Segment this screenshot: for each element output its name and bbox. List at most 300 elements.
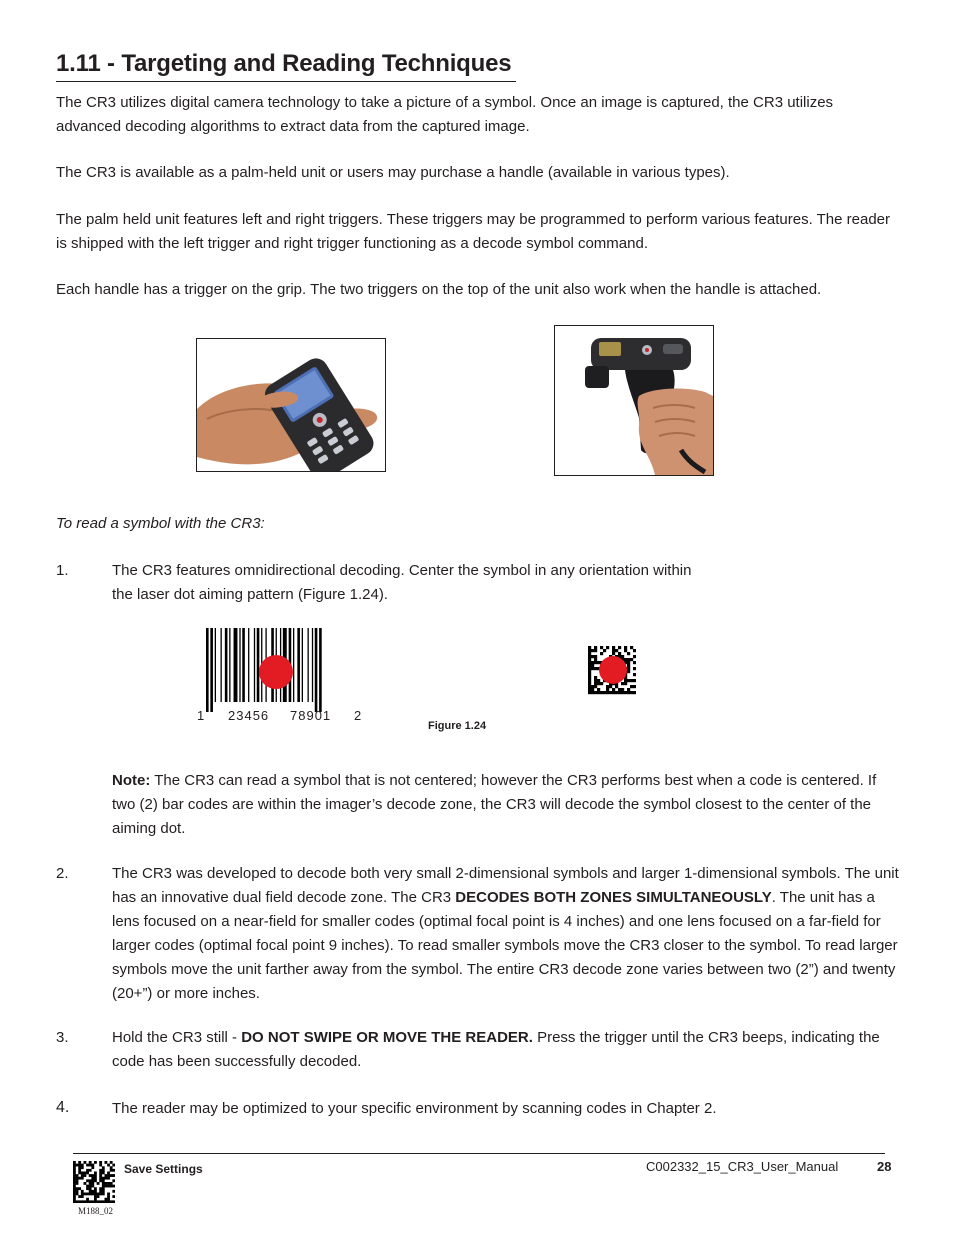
barcode-bar xyxy=(312,628,313,702)
datamatrix-cell xyxy=(94,1198,97,1201)
step-1-line-2: the laser dot aiming pattern (Figure 1.24). xyxy=(112,586,388,603)
datamatrix-cell xyxy=(591,667,594,670)
datamatrix-cell xyxy=(107,1193,110,1196)
datamatrix-cell xyxy=(609,691,612,694)
datamatrix-cell xyxy=(627,658,630,661)
datamatrix-cell xyxy=(89,1190,92,1193)
datamatrix-cell xyxy=(76,1200,79,1203)
step-3-text xyxy=(112,1026,902,1074)
datamatrix-cell xyxy=(102,1177,105,1180)
intro-paragraph-3: The palm held unit features left and right triggers. These triggers may be programmed to perform various features. The reader is shipped with the left trigger and right trigger functioning as a decode symbol command. xyxy=(56,211,891,252)
datamatrix-cell xyxy=(91,1185,94,1188)
step-2-text-end: . The unit has a lens focused on a near-field for smaller codes (optimal focal point is 4 inches) and one lens focused on a far-field for larger codes (optimal focal point 9 inches). To read smaller symbols move the CR3 closer to the symbol. To read larger symbols move the unit farther away from the symbol. The entire CR3 decode zone varies between two (2”) and twenty (20+”) or more inches. xyxy=(112,889,898,1002)
barcode-bar xyxy=(254,628,255,702)
step-1-line-1: The CR3 features omnidirectional decoding. Center the symbol in any orientation within xyxy=(112,562,692,579)
datamatrix-cell xyxy=(94,1187,97,1190)
datamatrix-cell xyxy=(84,1193,87,1196)
datamatrix-cell xyxy=(102,1166,105,1169)
datamatrix-cell xyxy=(588,676,591,679)
datamatrix-cell xyxy=(633,685,636,688)
datamatrix-cell xyxy=(91,1190,94,1193)
datamatrix-cell xyxy=(102,1179,105,1182)
datamatrix-cell xyxy=(73,1177,76,1180)
datamatrix-cell xyxy=(73,1166,76,1169)
aim-dot xyxy=(599,656,627,684)
datamatrix-cell xyxy=(73,1187,76,1190)
step-3-number: 3. xyxy=(56,1029,69,1046)
datamatrix-cell xyxy=(612,688,615,691)
datamatrix-cell xyxy=(86,1169,89,1172)
linear-barcode-figure xyxy=(190,626,368,726)
datamatrix-cell xyxy=(78,1177,81,1180)
datamatrix-cell xyxy=(73,1164,76,1167)
datamatrix-cell xyxy=(86,1200,89,1203)
datamatrix-cell xyxy=(105,1198,108,1201)
datamatrix-cell xyxy=(618,646,621,649)
datamatrix-cell xyxy=(97,1182,100,1185)
barcode-bar xyxy=(242,628,245,702)
datamatrix-cell xyxy=(588,667,591,670)
datamatrix-cell xyxy=(588,670,591,673)
aim-dot xyxy=(259,655,293,689)
figure-caption: Figure 1.24 xyxy=(428,720,487,732)
datamatrix-cell xyxy=(102,1172,105,1175)
datamatrix-cell xyxy=(81,1164,84,1167)
datamatrix-cell xyxy=(597,682,600,685)
datamatrix-cell xyxy=(633,691,636,694)
datamatrix-cell xyxy=(110,1200,113,1203)
datamatrix-cell xyxy=(84,1174,87,1177)
datamatrix-cell xyxy=(94,1179,97,1182)
barcode-bar xyxy=(206,628,209,712)
datamatrix-cell xyxy=(627,691,630,694)
datamatrix-cell xyxy=(597,691,600,694)
datamatrix-cell xyxy=(86,1198,89,1201)
step-3-emphasis: DO NOT SWIPE OR MOVE THE READER. xyxy=(241,1029,533,1046)
datamatrix-cell xyxy=(99,1190,102,1193)
datamatrix-cell xyxy=(588,649,591,652)
datamatrix-cell xyxy=(612,649,615,652)
datamatrix-cell xyxy=(105,1182,108,1185)
datamatrix-cell xyxy=(110,1166,113,1169)
datamatrix-cell xyxy=(73,1198,76,1201)
note-label: Note: xyxy=(112,772,151,789)
intro-paragraph-2: The CR3 is available as a palm-held unit or users may purchase a handle (available in various types). xyxy=(56,164,730,181)
datamatrix-cell xyxy=(588,685,591,688)
datamatrix-cell xyxy=(627,670,630,673)
datamatrix-cell xyxy=(627,652,630,655)
datamatrix-cell xyxy=(600,682,603,685)
datamatrix-cell xyxy=(76,1193,79,1196)
datamatrix-cell xyxy=(107,1164,110,1167)
datamatrix-cell xyxy=(105,1200,108,1203)
datamatrix-cell xyxy=(600,691,603,694)
datamatrix-cell xyxy=(102,1187,105,1190)
handle-reader-photo xyxy=(554,325,714,476)
datamatrix-cell xyxy=(81,1190,84,1193)
datamatrix-cell xyxy=(107,1185,110,1188)
datamatrix-cell xyxy=(97,1200,100,1203)
instructions-heading: To read a symbol with the CR3: xyxy=(56,515,265,532)
datamatrix-cell xyxy=(588,646,591,649)
datamatrix-cell xyxy=(89,1169,92,1172)
datamatrix-cell xyxy=(112,1164,115,1167)
datamatrix-cell xyxy=(99,1187,102,1190)
datamatrix-cell xyxy=(99,1161,102,1164)
datamatrix-cell xyxy=(76,1177,79,1180)
datamatrix-cell xyxy=(73,1190,76,1193)
datamatrix-cell xyxy=(73,1182,76,1185)
datamatrix-cell xyxy=(99,1169,102,1172)
datamatrix-cell xyxy=(76,1187,79,1190)
datamatrix-cell xyxy=(81,1195,84,1198)
datamatrix-cell xyxy=(594,691,597,694)
datamatrix-cell xyxy=(633,655,636,658)
datamatrix-cell xyxy=(112,1185,115,1188)
datamatrix-cell xyxy=(603,649,606,652)
datamatrix-cell xyxy=(594,646,597,649)
datamatrix-symbol xyxy=(588,646,636,696)
datamatrix-cell xyxy=(107,1172,110,1175)
datamatrix-cell xyxy=(81,1172,84,1175)
datamatrix-cell xyxy=(110,1185,113,1188)
datamatrix-cell xyxy=(594,682,597,685)
step-4-number: 4. xyxy=(56,1099,70,1116)
datamatrix-cell xyxy=(112,1174,115,1177)
step-4-text: The reader may be optimized to your specific environment by scanning codes in Chapter 2. xyxy=(112,1100,717,1117)
datamatrix-cell xyxy=(107,1195,110,1198)
datamatrix-cell xyxy=(105,1185,108,1188)
barcode-digits-group-1: 23456 xyxy=(228,708,270,723)
datamatrix-cell xyxy=(588,679,591,682)
datamatrix-cell xyxy=(627,679,630,682)
datamatrix-cell xyxy=(609,685,612,688)
datamatrix-cell xyxy=(594,655,597,658)
datamatrix-cell xyxy=(624,658,627,661)
datamatrix-cell xyxy=(621,655,624,658)
barcode-bar xyxy=(315,628,318,712)
step-2-text xyxy=(112,862,902,1006)
datamatrix-cell xyxy=(73,1195,76,1198)
datamatrix-cell xyxy=(588,682,591,685)
datamatrix-cell xyxy=(112,1169,115,1172)
datamatrix-cell xyxy=(600,652,603,655)
note-paragraph xyxy=(112,769,902,841)
datamatrix-cell xyxy=(606,685,609,688)
step-1-text xyxy=(112,559,902,607)
datamatrix-cell xyxy=(630,691,633,694)
datamatrix-cell xyxy=(89,1174,92,1177)
barcode-bar xyxy=(308,628,309,702)
datamatrix-cell xyxy=(630,658,633,661)
datamatrix-cell xyxy=(94,1174,97,1177)
datamatrix-cell xyxy=(594,685,597,688)
datamatrix-cell xyxy=(99,1177,102,1180)
step-1-number: 1. xyxy=(56,562,69,579)
intro-paragraph-4: Each handle has a trigger on the grip. The two triggers on the top of the unit also work when the handle is attached. xyxy=(56,281,822,298)
datamatrix-cell xyxy=(633,667,636,670)
datamatrix-cell xyxy=(78,1169,81,1172)
document-name: C002332_15_CR3_User_Manual xyxy=(646,1159,839,1174)
datamatrix-cell xyxy=(78,1172,81,1175)
datamatrix-cell xyxy=(588,673,591,676)
barcode-bar xyxy=(297,628,300,702)
datamatrix-cell xyxy=(606,688,609,691)
datamatrix-cell xyxy=(615,685,618,688)
barcode-bar xyxy=(225,628,228,702)
linear-barcode xyxy=(190,626,368,726)
datamatrix-cell xyxy=(606,646,609,649)
datamatrix-cell xyxy=(112,1179,115,1182)
barcode-bar xyxy=(210,628,213,712)
datamatrix-cell xyxy=(591,649,594,652)
datamatrix-cell xyxy=(78,1166,81,1169)
datamatrix-cell xyxy=(76,1164,79,1167)
datamatrix-cell xyxy=(89,1187,92,1190)
barcode-bar xyxy=(248,628,249,702)
barcode-bar xyxy=(229,628,230,702)
datamatrix-cell xyxy=(99,1193,102,1196)
save-settings-datamatrix xyxy=(73,1161,115,1203)
datamatrix-cell xyxy=(89,1185,92,1188)
datamatrix-cell xyxy=(78,1161,81,1164)
datamatrix-cell xyxy=(618,691,621,694)
datamatrix-cell xyxy=(588,658,591,661)
datamatrix-cell xyxy=(81,1174,84,1177)
datamatrix-cell xyxy=(603,691,606,694)
datamatrix-cell xyxy=(588,661,591,664)
barcode-code-label: M188_02 xyxy=(78,1206,114,1216)
datamatrix-cell xyxy=(102,1193,105,1196)
datamatrix-cell xyxy=(630,685,633,688)
barcode-bar xyxy=(302,628,303,702)
step-2-number: 2. xyxy=(56,865,69,882)
datamatrix-cell xyxy=(102,1200,105,1203)
datamatrix-cell xyxy=(621,682,624,685)
datamatrix-cell xyxy=(91,1193,94,1196)
datamatrix-cell xyxy=(597,661,600,664)
datamatrix-cell xyxy=(94,1190,97,1193)
barcode-bar xyxy=(319,628,322,712)
datamatrix-cell xyxy=(73,1169,76,1172)
datamatrix-cell xyxy=(633,661,636,664)
datamatrix-cell xyxy=(89,1161,92,1164)
datamatrix-cell xyxy=(81,1177,84,1180)
datamatrix-cell xyxy=(102,1190,105,1193)
datamatrix-cell xyxy=(594,658,597,661)
intro-paragraph-1: The CR3 utilizes digital camera technology to take a picture of a symbol. Once an image is captured, the CR3 utilizes advanced decoding algorithms to extract data from the captured image. xyxy=(56,94,834,135)
datamatrix-cell xyxy=(615,691,618,694)
datamatrix-cell xyxy=(110,1182,113,1185)
datamatrix-cell xyxy=(94,1195,97,1198)
page-title: 1.11 - Targeting and Reading Techniques xyxy=(56,50,512,77)
datamatrix-cell xyxy=(591,691,594,694)
datamatrix-cell xyxy=(627,661,630,664)
datamatrix-cell xyxy=(633,649,636,652)
datamatrix-cell xyxy=(91,1179,94,1182)
datamatrix-cell xyxy=(630,679,633,682)
datamatrix-cell xyxy=(86,1172,89,1175)
datamatrix-cell xyxy=(624,691,627,694)
datamatrix-cell xyxy=(102,1169,105,1172)
datamatrix-cell xyxy=(618,688,621,691)
datamatrix-cell xyxy=(588,655,591,658)
datamatrix-cell xyxy=(630,646,633,649)
barcode-digit-right: 2 xyxy=(354,708,362,723)
datamatrix-cell xyxy=(97,1195,100,1198)
datamatrix-cell xyxy=(105,1161,108,1164)
datamatrix-cell xyxy=(597,679,600,682)
datamatrix-cell xyxy=(73,1200,76,1203)
datamatrix-cell xyxy=(84,1172,87,1175)
datamatrix-cell xyxy=(624,682,627,685)
barcode-bar xyxy=(221,628,222,702)
datamatrix-cell xyxy=(107,1177,110,1180)
datamatrix-cell xyxy=(105,1174,108,1177)
datamatrix-cell xyxy=(89,1179,92,1182)
datamatrix-cell xyxy=(621,688,624,691)
barcode-bar xyxy=(239,628,240,702)
datamatrix-cell xyxy=(621,691,624,694)
datamatrix-cell xyxy=(612,691,615,694)
step-2-text-start: The CR3 was developed to decode both very small 2-dimensional symbols and larger 1-dimensional symbols. The unit has an innovative dual field decode zone. The CR3 xyxy=(112,865,899,906)
datamatrix-cell xyxy=(591,688,594,691)
datamatrix-cell xyxy=(91,1174,94,1177)
datamatrix-cell xyxy=(594,661,597,664)
datamatrix-cell xyxy=(76,1174,79,1177)
datamatrix-cell xyxy=(91,1200,94,1203)
datamatrix-cell xyxy=(84,1161,87,1164)
datamatrix-cell xyxy=(591,655,594,658)
note-text: The CR3 can read a symbol that is not centered; however the CR3 performs best when a code is centered. If two (2) bar codes are within the imager’s decode zone, the CR3 will decode the symbol closest to the center of the aiming dot. xyxy=(112,772,877,837)
datamatrix-cell xyxy=(594,676,597,679)
datamatrix-cell xyxy=(624,646,627,649)
datamatrix-cell xyxy=(102,1182,105,1185)
datamatrix-cell xyxy=(110,1161,113,1164)
datamatrix-cell xyxy=(86,1185,89,1188)
datamatrix-cell xyxy=(76,1182,79,1185)
datamatrix-cell xyxy=(594,667,597,670)
datamatrix-cell xyxy=(89,1200,92,1203)
datamatrix-cell xyxy=(633,673,636,676)
datamatrix-cell xyxy=(612,652,615,655)
save-settings-label: Save Settings xyxy=(124,1162,203,1176)
datamatrix-cell xyxy=(618,652,621,655)
datamatrix-cell xyxy=(600,646,603,649)
datamatrix-cell xyxy=(73,1193,76,1196)
datamatrix-cell xyxy=(110,1174,113,1177)
datamatrix-cell xyxy=(627,688,630,691)
datamatrix-cell xyxy=(107,1198,110,1201)
datamatrix-cell xyxy=(91,1164,94,1167)
datamatrix-cell xyxy=(76,1179,79,1182)
datamatrix-cell xyxy=(597,688,600,691)
footer-divider xyxy=(73,1153,885,1154)
barcode-bar xyxy=(215,628,216,702)
datamatrix-cell xyxy=(81,1193,84,1196)
datamatrix-cell xyxy=(112,1200,115,1203)
datamatrix-figure xyxy=(588,646,636,696)
barcode-bar xyxy=(293,628,294,702)
datamatrix-cell xyxy=(107,1174,110,1177)
datamatrix-cell xyxy=(91,1166,94,1169)
datamatrix-cell xyxy=(624,649,627,652)
datamatrix-cell xyxy=(612,646,615,649)
datamatrix-cell xyxy=(91,1182,94,1185)
step-3-text-start: Hold the CR3 still - xyxy=(112,1029,242,1046)
datamatrix-cell xyxy=(588,688,591,691)
datamatrix-cell xyxy=(99,1200,102,1203)
datamatrix-cell xyxy=(89,1164,92,1167)
datamatrix-cell xyxy=(84,1182,87,1185)
datamatrix-cell xyxy=(86,1164,89,1167)
datamatrix-cell xyxy=(112,1195,115,1198)
datamatrix-cell xyxy=(627,667,630,670)
datamatrix-cell xyxy=(591,685,594,688)
datamatrix-cell xyxy=(107,1182,110,1185)
datamatrix-cell xyxy=(78,1200,81,1203)
datamatrix-cell xyxy=(86,1193,89,1196)
datamatrix-cell xyxy=(73,1174,76,1177)
datamatrix-cell xyxy=(588,652,591,655)
datamatrix-cell xyxy=(94,1193,97,1196)
barcode-digit-left: 1 xyxy=(197,708,205,723)
datamatrix-cell xyxy=(627,664,630,667)
datamatrix-cell xyxy=(76,1190,79,1193)
datamatrix-cell xyxy=(78,1195,81,1198)
datamatrix-cell xyxy=(624,679,627,682)
datamatrix-cell xyxy=(97,1193,100,1196)
datamatrix-cell xyxy=(78,1187,81,1190)
datamatrix-cell xyxy=(94,1177,97,1180)
datamatrix-cell xyxy=(73,1161,76,1164)
datamatrix-cell xyxy=(99,1174,102,1177)
palm-held-reader-photo xyxy=(196,338,386,472)
title-underline xyxy=(56,81,516,82)
datamatrix-cell xyxy=(102,1185,105,1188)
datamatrix-cell xyxy=(99,1164,102,1167)
datamatrix-cell xyxy=(591,661,594,664)
page-number: 28 xyxy=(877,1159,892,1174)
datamatrix-cell xyxy=(99,1179,102,1182)
datamatrix-cell xyxy=(94,1161,97,1164)
step-2-emphasis: DECODES BOTH ZONES SIMULTANEOUSLY xyxy=(455,889,772,906)
datamatrix-cell xyxy=(81,1166,84,1169)
datamatrix-cell xyxy=(112,1190,115,1193)
datamatrix-cell xyxy=(591,664,594,667)
barcode-bar xyxy=(234,628,238,702)
datamatrix-cell xyxy=(110,1169,113,1172)
datamatrix-cell xyxy=(107,1200,110,1203)
datamatrix-cell xyxy=(94,1200,97,1203)
datamatrix-cell xyxy=(86,1179,89,1182)
datamatrix-cell xyxy=(86,1187,89,1190)
datamatrix-cell xyxy=(633,679,636,682)
step-3-text-end: Press the trigger until the CR3 beeps, indicating the code has been successfully decoded. xyxy=(112,1029,880,1070)
save-settings-barcode[interactable] xyxy=(73,1161,115,1203)
datamatrix-cell xyxy=(105,1177,108,1180)
datamatrix-cell xyxy=(606,691,609,694)
datamatrix-cell xyxy=(89,1182,92,1185)
datamatrix-cell xyxy=(94,1172,97,1175)
datamatrix-cell xyxy=(89,1193,92,1196)
datamatrix-cell xyxy=(73,1185,76,1188)
datamatrix-cell xyxy=(594,649,597,652)
datamatrix-cell xyxy=(84,1200,87,1203)
barcode-digits-group-2: 78901 xyxy=(290,708,332,723)
datamatrix-cell xyxy=(91,1177,94,1180)
datamatrix-cell xyxy=(615,649,618,652)
